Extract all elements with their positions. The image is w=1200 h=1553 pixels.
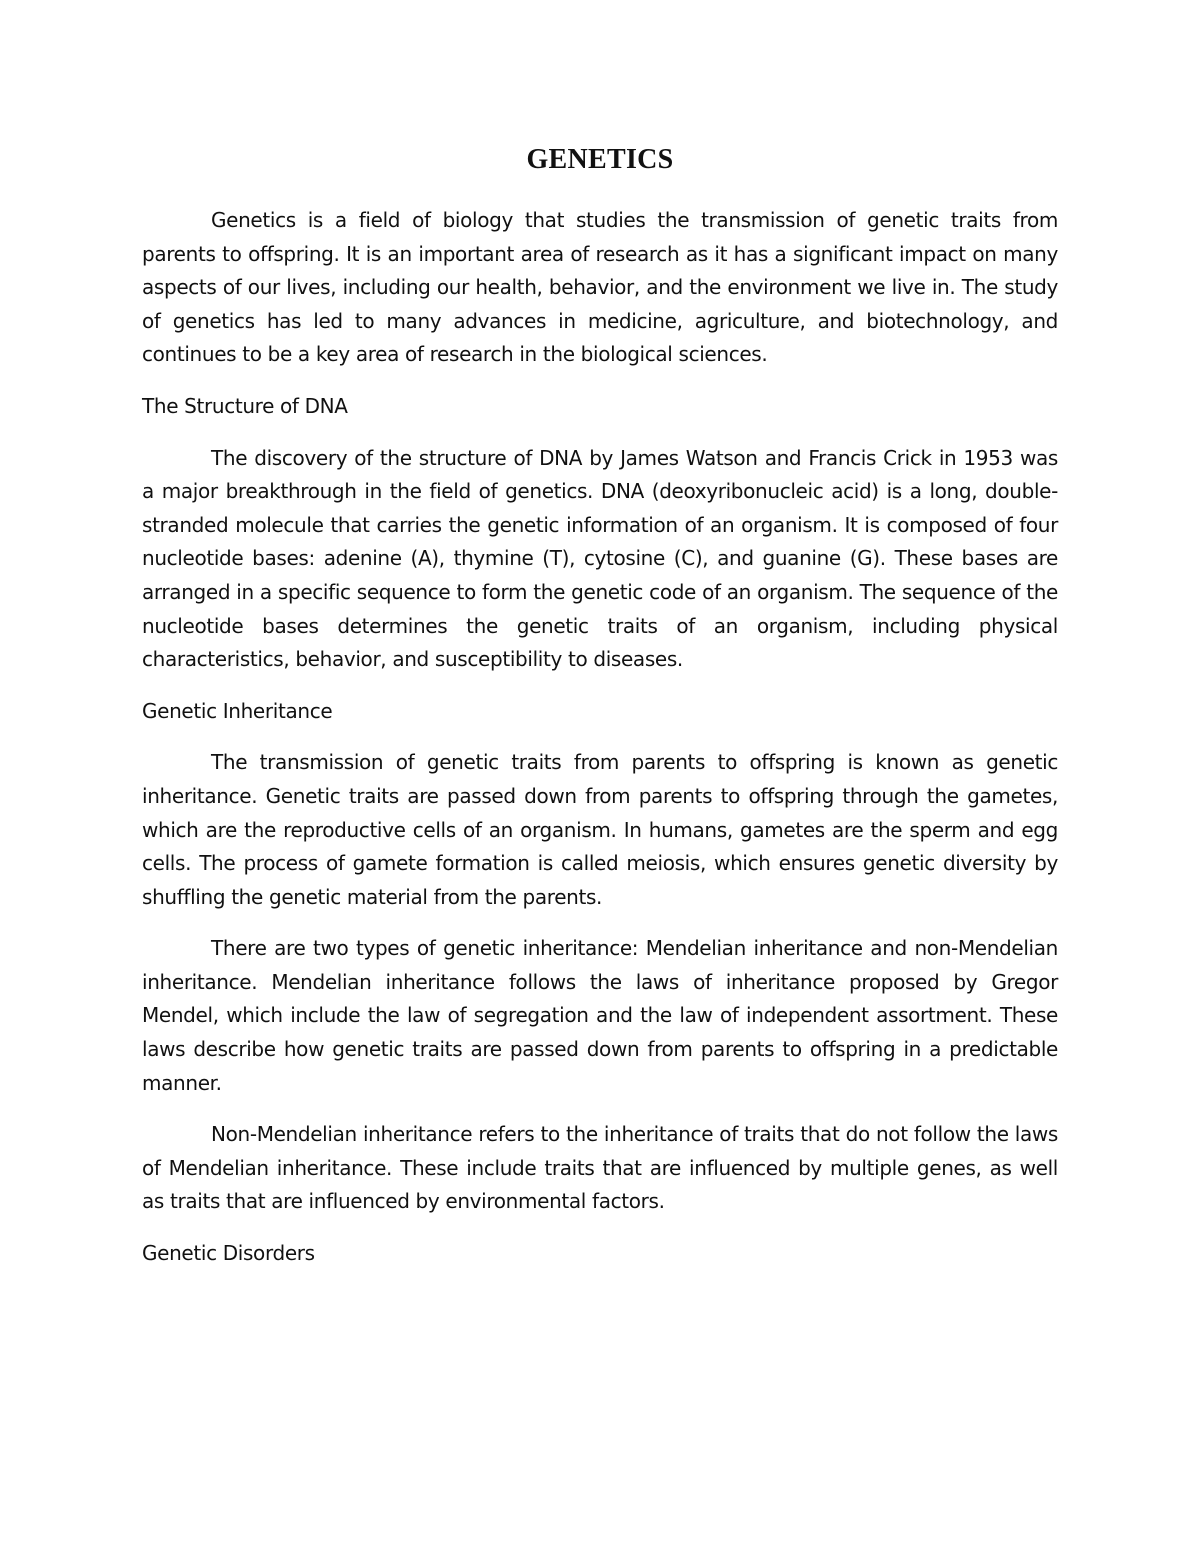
dna-structure-paragraph: The discovery of the structure of DNA by James Watson and Francis Crick in 1953 was a major breakthrough in the field of genetics. DNA (deoxyribonucleic acid) is a long, double-stranded molecule that carries the genetic information of an organism. It is composed of four nucleotide bases: adenine (A), thymine (T), cytosine (C), and guanine (G). These bases are arranged in a specific sequence to form the genetic code of an organism. The sequence of the nucleotide bases determines the genetic traits of an organism, including physical characteristics, behavior, and susceptibility to diseases. bbox=[142, 445, 1058, 672]
inheritance-paragraph: The transmission of genetic traits from parents to offspring is known as genetic inheritance. Genetic traits are passed down from parents to offspring through the gametes, which are the reproductive cells of an organism. In humans, gametes are the sperm and egg cells. The process of gamete formation is called meiosis, which ensures genetic diversity by shuffling the genetic material from the parents. bbox=[142, 750, 1058, 909]
non-mendelian-paragraph: Non-Mendelian inheritance refers to the inheritance of traits that do not follow the laws of Mendelian inheritance. These include traits that are influenced by multiple genes, as well as traits that are influenced by environmental factors. bbox=[142, 1122, 1058, 1214]
section-heading-genetic-inheritance: Genetic Inheritance bbox=[142, 698, 333, 723]
section-heading-dna-structure: The Structure of DNA bbox=[142, 393, 348, 418]
intro-paragraph: Genetics is a field of biology that studies the transmission of genetic traits from parents to offspring. It is an important area of research as it has a significant impact on many aspects of our lives, including our health, behavior, and the environment we live in. The study of genetics has led to many advances in medicine, agriculture, and biotechnology, and continues to be a key area of research in the biological sciences. bbox=[142, 208, 1058, 367]
section-heading-genetic-disorders: Genetic Disorders bbox=[142, 1241, 315, 1266]
inheritance-types-paragraph: There are two types of genetic inheritance: Mendelian inheritance and non-Mendelian inheritance. Mendelian inheritance follows the laws of inheritance proposed by Gregor Mendel, which include the law of segregation and the law of independent assortment. These laws describe how genetic traits are passed down from parents to offspring in a predictable manner. bbox=[142, 936, 1058, 1095]
document-body bbox=[142, 140, 1058, 1289]
page-title: GENETICS bbox=[526, 144, 674, 175]
